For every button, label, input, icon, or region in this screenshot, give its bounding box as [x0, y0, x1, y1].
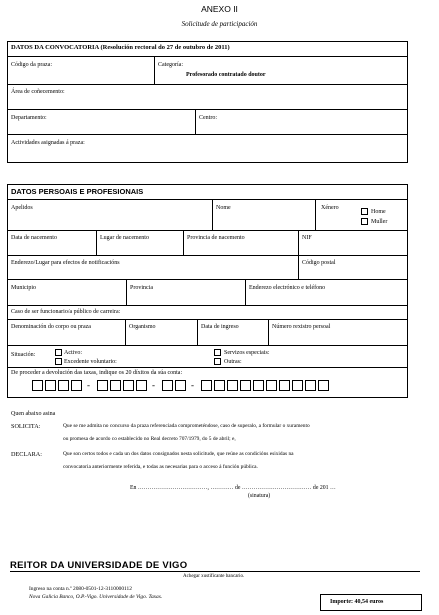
departamento-label: Departamento:	[11, 115, 47, 121]
convocatoria-title: DATOS DA CONVOCATORIA (Resolución rectoral do 27 de outubro de 2011)	[11, 44, 230, 51]
account-digit-box[interactable]	[266, 380, 277, 391]
solicita-label: SOLICITA:	[11, 423, 41, 430]
account-digit-box[interactable]	[253, 380, 264, 391]
muller-label: Muller	[371, 219, 388, 225]
account-digit-box[interactable]	[136, 380, 147, 391]
funcionario-label: Caso de ser funcionario/a público de carreira:	[11, 309, 121, 315]
annex-title: ANEXO II	[201, 4, 238, 14]
account-digit-box[interactable]	[123, 380, 134, 391]
nome-label: Nome	[216, 205, 231, 211]
account-digit-box[interactable]	[240, 380, 251, 391]
devolucion-label: De proceder a devolución das taxas, indique os 20 díxitos da súa conta:	[11, 370, 183, 376]
account-digit-box[interactable]	[97, 380, 108, 391]
apelidos-field[interactable]	[8, 200, 212, 230]
account-digit-box[interactable]	[162, 380, 173, 391]
data-ingreso-label: Data de ingreso	[201, 324, 239, 330]
account-digit-box[interactable]	[201, 380, 212, 391]
outras-checkbox[interactable]	[214, 358, 221, 365]
place-date-line: En ………………………………, ………… de ……………………………… de 201 …	[130, 485, 336, 491]
solicita-text-2: ou promesa de acordo co establecido no Real decreto 707/1979, do 5 de abril; e,	[63, 436, 236, 442]
home-label: Home	[371, 209, 386, 215]
achegar-note: Achegar xustificante bancario.	[183, 574, 245, 579]
account-digit-box[interactable]	[45, 380, 56, 391]
activo-label: Activo:	[64, 350, 82, 356]
home-checkbox[interactable]	[361, 208, 368, 215]
ingreso-line-1: Ingreso na conta n.º 2080-0501-12-3110000112	[29, 586, 132, 592]
account-digit-box[interactable]	[227, 380, 238, 391]
area-field[interactable]	[8, 85, 407, 109]
denominacion-label: Denominación do corpo ou praza	[11, 324, 91, 330]
declara-label: DECLARA:	[11, 451, 42, 458]
persoais-title: DATOS PERSOAIS E PROFESIONAIS	[11, 187, 144, 196]
quen-asina: Quen abaixo asina	[11, 411, 56, 417]
categoria-label: Categoría:	[158, 62, 183, 68]
numero-rexistro-label: Número rexistro persoal	[272, 324, 331, 330]
centro-label: Centro:	[199, 115, 217, 121]
declara-text-2: convocatoria anteriormente referida, e todas as necesarias para o acceso á función pública.	[63, 464, 258, 470]
area-label: Área de coñecemento:	[11, 89, 65, 95]
importe-label: Importe: 40,54 euros	[330, 599, 384, 605]
categoria-field[interactable]	[155, 57, 407, 84]
nif-field[interactable]	[299, 231, 407, 255]
account-separator: -	[87, 380, 90, 390]
provincia-nacemento-label: Provincia de nacemento	[187, 235, 245, 241]
codigo-praza-label: Código da praza:	[11, 62, 52, 68]
categoria-value: Profesorado contratado doutor	[186, 72, 266, 78]
declara-text-1: Que son certos todos e cada un dos datos consignados nesta solicitude, que reúne as condicións esixidas na	[63, 451, 294, 457]
reitor-heading: REITOR DA UNIVERSIDADE DE VIGO	[10, 560, 188, 571]
codigo-postal-label: Código postal	[302, 260, 336, 266]
account-digit-box[interactable]	[71, 380, 82, 391]
municipio-field[interactable]	[8, 280, 126, 305]
centro-field[interactable]	[196, 110, 407, 134]
provincia-field[interactable]	[127, 280, 245, 305]
enderezo-label: Enderezo/Lugar para efectos de notificacións	[11, 260, 120, 266]
nif-label: NIF	[302, 235, 312, 241]
situacion-label: Situación:	[11, 352, 36, 358]
outras-label: Outras:	[224, 359, 242, 365]
account-separator: -	[152, 380, 155, 390]
account-digit-box[interactable]	[292, 380, 303, 391]
data-nacemento-label: Data de nacemento	[11, 235, 57, 241]
account-digit-box[interactable]	[318, 380, 329, 391]
provincia-label: Provincia	[130, 285, 153, 291]
actividades-label: Actividades asignadas á praza:	[11, 140, 85, 146]
form-subtitle: Solicitude de participación	[181, 20, 258, 28]
email-telefono-field[interactable]	[246, 280, 407, 305]
servizos-label: Servizos especiais:	[224, 350, 270, 356]
excedente-checkbox[interactable]	[55, 358, 62, 365]
email-telefono-label: Enderezo electrónico e teléfono	[249, 285, 326, 291]
departamento-field[interactable]	[8, 110, 195, 134]
account-digit-box[interactable]	[58, 380, 69, 391]
account-digit-box[interactable]	[279, 380, 290, 391]
solicita-text-1: Que se me admita no concurso da praza referenciada comprometéndose, caso de superalo, a formular o xuramento	[63, 423, 310, 429]
account-digit-box[interactable]	[214, 380, 225, 391]
organismo-label: Organismo	[129, 324, 156, 330]
ingreso-line-2: Nova Galicia Banco, O.P.-Vigo. Universidade de Vigo. Taxas.	[29, 594, 163, 600]
account-separator: -	[191, 380, 194, 390]
signature-label: (sinatura)	[248, 493, 271, 499]
servizos-checkbox[interactable]	[214, 349, 221, 356]
lugar-nacemento-label: Lugar de nacemento	[100, 235, 149, 241]
account-digit-box[interactable]	[110, 380, 121, 391]
muller-checkbox[interactable]	[361, 218, 368, 225]
apelidos-label: Apelidos	[11, 205, 33, 211]
xenero-label: Xénero	[321, 205, 339, 211]
account-digit-box[interactable]	[175, 380, 186, 391]
account-digit-box[interactable]	[32, 380, 43, 391]
excedente-label: Excedente voluntario:	[64, 359, 117, 365]
activo-checkbox[interactable]	[55, 349, 62, 356]
account-digit-box[interactable]	[305, 380, 316, 391]
municipio-label: Municipio	[11, 285, 36, 291]
